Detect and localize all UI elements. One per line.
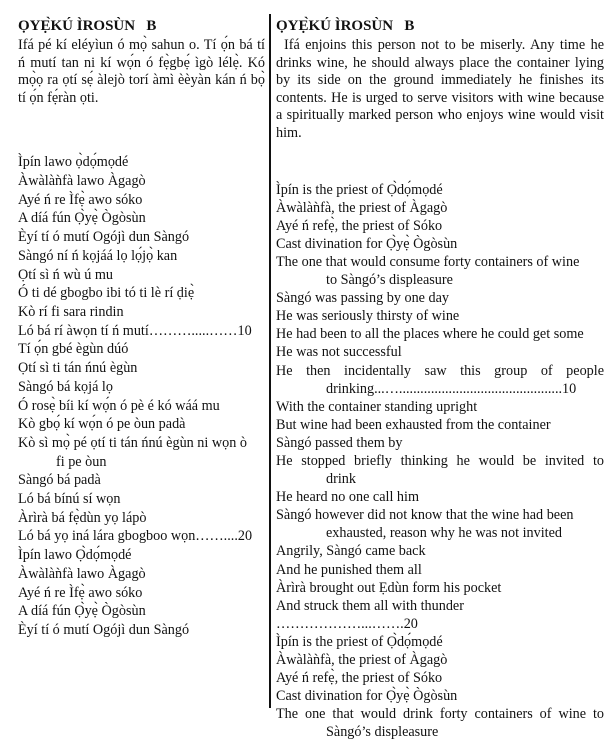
english-verse-line bbox=[276, 651, 604, 669]
english-verse-line bbox=[276, 705, 604, 741]
verse-text: Ó ti dé gbogbo ibi tó ti lè rí ḍiẹ̀ bbox=[18, 285, 195, 302]
verse-text: Ayé ń refẹ̀, the priest of Sóko bbox=[276, 670, 443, 687]
verse-text: Èyí tí ó mutí Ogójì dun Sàngó bbox=[18, 229, 190, 246]
yoruba-verse-line bbox=[18, 247, 265, 266]
verse-text: Ìpín is the priest of Ọ̀dọ́mọdé bbox=[276, 181, 443, 198]
yoruba-verse-list bbox=[18, 153, 265, 639]
english-column bbox=[276, 18, 604, 741]
yoruba-verse-line bbox=[18, 621, 265, 640]
english-paragraph: Ifá enjoins this person not to be miserly. Any time he drinks wine, he should always place the container lying by its side on the ground immediately he finishes its contents. He is urged to serve visitors with wine because a spiritually marked person who enjoys wine would visit him. bbox=[276, 37, 604, 141]
english-verse-line bbox=[276, 542, 604, 560]
verse-continuation: fi pe òun bbox=[56, 453, 107, 470]
verse-text: Sàngó however did not know that the wine had been bbox=[276, 507, 574, 524]
english-verse-line bbox=[276, 307, 604, 325]
yoruba-verse-line bbox=[18, 434, 265, 471]
yoruba-verse-line bbox=[18, 602, 265, 621]
english-verse-list bbox=[276, 181, 604, 741]
english-verse-line bbox=[276, 217, 604, 235]
yoruba-verse-line bbox=[18, 191, 265, 210]
yoruba-verse-line bbox=[18, 284, 265, 303]
english-heading: ỌYẸ̀KÚ ÌROSÙN B bbox=[276, 18, 415, 34]
yoruba-column bbox=[18, 18, 265, 640]
english-verse-line bbox=[276, 579, 604, 597]
verse-text: Ọtí sì ń wù ú mu bbox=[18, 266, 113, 283]
english-verse-line bbox=[276, 597, 604, 633]
verse-text: A díá fún Ọ̀yẹ̀ Ògòsùn bbox=[18, 210, 146, 227]
english-verse-line bbox=[276, 506, 604, 542]
yoruba-verse-line bbox=[18, 340, 265, 359]
english-verse-line bbox=[276, 289, 604, 307]
verse-text: Ìpín lawo Ọ̀dọ́mọdé bbox=[18, 547, 132, 564]
yoruba-paragraph: Ifá pé kí eléyìun ó mọ̀ sahun o. Tí ọ́n bá tí ń mutí tan ni kí wọ́n ó fẹ̀gbẹ́ ìgò lélẹ̀. Kó mọ̀ọ ra ọtí sẹ́ àlejò torí àmì èèyàn kán ń bọ̀ tí ọ́n fẹ́ràn ọti. bbox=[18, 37, 265, 106]
english-verse-line bbox=[276, 561, 604, 579]
english-verse-line bbox=[276, 434, 604, 452]
verse-text: Ayé ń re Ìfẹ̀ awo sóko bbox=[18, 191, 143, 208]
english-verse-line bbox=[276, 199, 604, 217]
yoruba-verse-line bbox=[18, 378, 265, 397]
english-verse-line bbox=[276, 416, 604, 434]
verse-text: Àwàlàǹfà, the priest of Àgagò bbox=[276, 199, 448, 216]
verse-text: Àwàlàǹfà lawo Àgagò bbox=[18, 173, 146, 190]
verse-text: But wine had been exhausted from the container bbox=[276, 416, 551, 433]
english-verse-line bbox=[276, 633, 604, 651]
yoruba-verse-line bbox=[18, 303, 265, 322]
verse-text: The one that would consume forty containers of wine bbox=[276, 253, 580, 270]
english-verse-line bbox=[276, 488, 604, 506]
verse-text: Ló bá yọ iná lára gbogboo wọn……....20 bbox=[18, 528, 253, 545]
english-verse-line bbox=[276, 325, 604, 343]
yoruba-verse-line bbox=[18, 153, 265, 172]
verse-text: Sàngó ní ń kọjáá lọ lọ́jọ̀ kan bbox=[18, 247, 178, 264]
yoruba-verse-line bbox=[18, 322, 265, 341]
yoruba-verse-line bbox=[18, 565, 265, 584]
yoruba-verse-line bbox=[18, 209, 265, 228]
english-verse-line bbox=[276, 398, 604, 416]
verse-text: He was not successful bbox=[276, 344, 402, 361]
verse-continuation: drink bbox=[326, 471, 356, 488]
english-verse-line bbox=[276, 669, 604, 687]
yoruba-verse-line bbox=[18, 397, 265, 416]
verse-continuation: to Sàngó’s displeasure bbox=[326, 272, 453, 289]
verse-text: Angrily, Sàngó came back bbox=[276, 543, 426, 560]
yoruba-verse-line bbox=[18, 527, 265, 546]
yoruba-heading: ỌYẸ̀KÚ ÌROSÙN B bbox=[18, 18, 157, 34]
yoruba-verse-line bbox=[18, 266, 265, 285]
english-verse-line bbox=[276, 687, 604, 705]
verse-text: Àrìrà bá fẹ̀dùn yọ lápò bbox=[18, 509, 147, 526]
english-verse-line bbox=[276, 343, 604, 361]
yoruba-verse-line bbox=[18, 546, 265, 565]
verse-text: Cast divination for Ọ̀yẹ̀ Ògòsùn bbox=[276, 688, 458, 705]
verse-text: Kò sì mọ̀ pé ọtí ti tán ńnú ègùn ni wọn ò bbox=[18, 434, 247, 451]
verse-text: The one that would drink forty containers of wine to bbox=[276, 706, 604, 723]
verse-text: He was seriously thirsty of wine bbox=[276, 308, 460, 325]
yoruba-verse-line bbox=[18, 509, 265, 528]
verse-text: Sàngó passed them by bbox=[276, 434, 403, 451]
verse-text: Èyí tí ó mutí Ogójì dun Sàngó bbox=[18, 621, 190, 638]
verse-text: And he punished them all bbox=[276, 561, 422, 578]
verse-text: Àwàlàǹfà lawo Àgagò bbox=[18, 565, 146, 582]
yoruba-verse-line bbox=[18, 490, 265, 509]
verse-text: Cast divination for Ọ̀yẹ̀ Ògòsùn bbox=[276, 235, 458, 252]
yoruba-verse-line bbox=[18, 172, 265, 191]
verse-text: And struck them all with thunder ………………...…….20 bbox=[276, 597, 464, 632]
verse-text: Sàngó bá padà bbox=[18, 472, 101, 489]
english-verse-line bbox=[276, 362, 604, 398]
verse-text: Ló bá rí àwọn tí ń mutí……….....……10 bbox=[18, 322, 252, 339]
verse-text: Àrìrà brought out Ẹdùn form his pocket bbox=[276, 579, 502, 596]
verse-text: He heard no one call him bbox=[276, 489, 420, 506]
verse-text: Ló bá bínú sí wọn bbox=[18, 491, 121, 508]
verse-text: Ìpín is the priest of Ọ̀dọ́mọdé bbox=[276, 633, 443, 650]
verse-text: A díá fún Ọ̀yẹ̀ Ògòsùn bbox=[18, 603, 146, 620]
english-verse-line bbox=[276, 235, 604, 253]
verse-text: Sàngó bá kọjá lọ bbox=[18, 378, 113, 395]
verse-text: With the container standing upright bbox=[276, 398, 478, 415]
verse-text: Kò rí fi sara rindin bbox=[18, 304, 124, 320]
verse-text: Kò gbọ́ kí wọ́n ó pe òun padà bbox=[18, 416, 186, 433]
verse-text: Ayé ń re Ìfẹ̀ awo sóko bbox=[18, 584, 143, 601]
english-verse-line bbox=[276, 452, 604, 488]
verse-text: Ayé ń refẹ̀, the priest of Sóko bbox=[276, 217, 443, 234]
verse-text: Àwàlàǹfà, the priest of Àgagò bbox=[276, 652, 448, 668]
yoruba-verse-line bbox=[18, 415, 265, 434]
yoruba-verse-line bbox=[18, 228, 265, 247]
verse-text: Ìpín lawo ọ̀dọ́mọdé bbox=[18, 154, 129, 171]
yoruba-verse-line bbox=[18, 471, 265, 490]
yoruba-verse-line bbox=[18, 584, 265, 603]
verse-text: He had been to all the places where he could get some bbox=[276, 326, 584, 343]
verse-continuation: exhausted, reason why he was not invited bbox=[326, 525, 563, 542]
column-divider bbox=[269, 14, 271, 708]
verse-text: He stopped briefly thinking he would be invited to bbox=[276, 452, 604, 469]
yoruba-verse-line bbox=[18, 359, 265, 378]
verse-text: Tí ọ́n gbé ègùn dúó bbox=[18, 341, 129, 358]
verse-continuation: Sàngó’s displeasure bbox=[326, 724, 439, 741]
english-verse-line bbox=[276, 253, 604, 289]
verse-text: He then incidentally saw this group of people bbox=[276, 362, 604, 379]
verse-text: Ọtí sì ti tán ńnú ègùn bbox=[18, 360, 138, 377]
verse-continuation: drinking...…..............................................10 bbox=[326, 380, 577, 397]
verse-text: Ó rosẹ̀ bíi kí wọ́n ó pè é kó wáá mu bbox=[18, 397, 220, 414]
verse-text: Sàngó was passing by one day bbox=[276, 290, 449, 307]
english-verse-line bbox=[276, 181, 604, 199]
